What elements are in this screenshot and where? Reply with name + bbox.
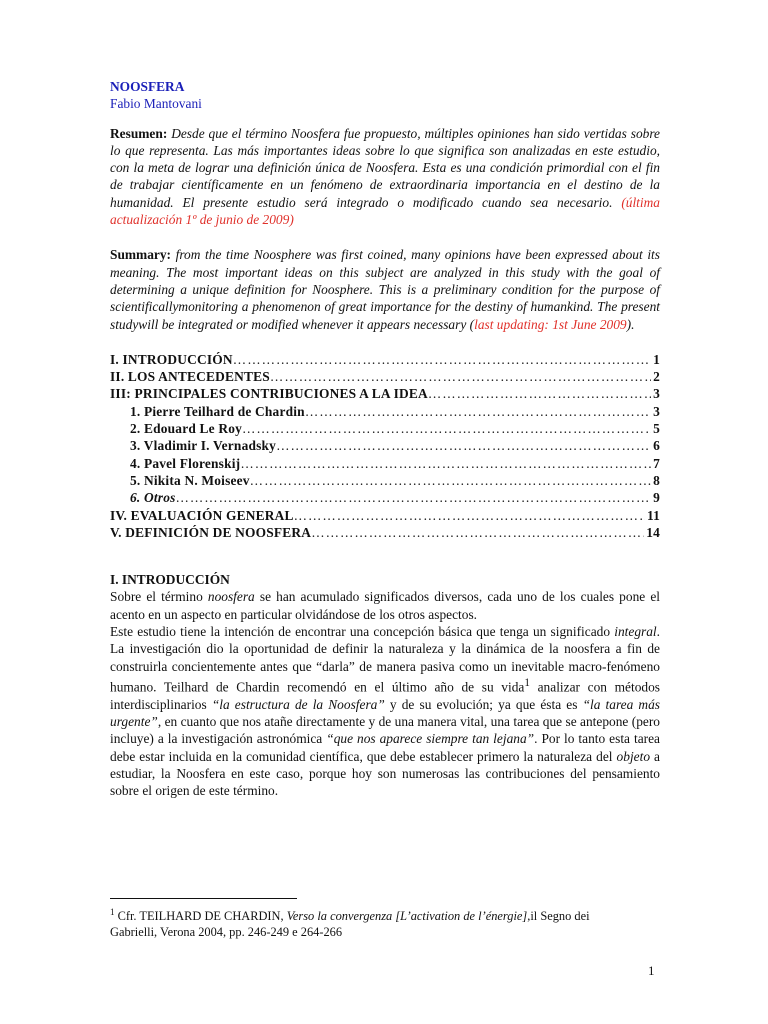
page-content	[110, 78, 660, 799]
footnote-reference[interactable]: 1	[524, 676, 530, 689]
text-run: . Por lo tanto esta tarea debe estar incluida en la comunidad científica, que debe establecer primero la naturaleza del	[110, 731, 660, 764]
section-heading: I. INTRODUCCIÓN	[110, 572, 230, 588]
toc-page: 1	[653, 351, 660, 367]
toc-page: 11	[646, 507, 660, 523]
toc-row[interactable]	[110, 524, 660, 541]
toc-leader	[242, 420, 651, 437]
summary-open-paren: (	[469, 316, 475, 332]
text-run: integral	[614, 624, 657, 640]
text-run: se han acumulado significados diversos, cada uno de los cuales pone el acento en un aspecto en particular olvidándose de los otros aspectos.	[110, 589, 660, 622]
table-of-contents	[110, 351, 660, 541]
toc-row[interactable]	[110, 472, 660, 489]
resumen-update: (última actualización 1º de junio de 2009)	[110, 194, 660, 228]
toc-row[interactable]	[110, 489, 660, 506]
introduction-body	[110, 588, 660, 799]
toc-label: I. INTRODUCCIÓN	[110, 351, 233, 367]
text-run: objeto	[616, 748, 651, 764]
summary-text: from the time Noosphere was first coined, many opinions have been expressed about its meaning. The most important ideas on this subject are analyzed in this study with the goal of determining a unique definition for Noosphere. This is a preliminary condition for the purpose of scientificallymonitoring a phenomenon of great importance for the destiny of humankind. The present studywill be integrated or modified whenever it appears necessary	[110, 247, 660, 332]
toc-leader	[311, 524, 644, 541]
toc-row[interactable]	[110, 420, 660, 437]
toc-leader	[428, 385, 651, 402]
intro-paragraph-2	[110, 623, 660, 799]
toc-leader	[250, 472, 651, 489]
toc-page: 14	[646, 524, 660, 540]
toc-page: 2	[653, 369, 660, 385]
footnote-text: Cfr. TEILHARD DE CHARDIN,	[114, 909, 287, 924]
toc-label: 3. Vladimir I. Vernadsky	[130, 438, 277, 454]
text-run: Este estudio tiene la intención de encontrar una concepción básica que tenga un significado	[110, 624, 615, 640]
summary-paragraph	[110, 246, 660, 332]
resumen-text: Desde que el término Noosfera fue propuesto, múltiples opiniones han sido vertidas sobre lo que representa. Las más importantes ideas sobre lo que significa son analizadas en este estudio, con la meta de lograr una definición única de Noosfera. Esta es una condición primordial con el fin de trabajar científicamente en un fenómeno de extraordinaria importancia en el destino de la humanidad. El presente estudio será integrado o modificado cuando sea necesario.	[110, 125, 660, 210]
page-number: 1	[648, 963, 655, 978]
toc-page: 5	[653, 421, 660, 437]
toc-row[interactable]	[110, 507, 660, 524]
toc-label: 6. Otros	[130, 490, 176, 506]
text-run: y de su evolución; ya que ésta es	[384, 696, 583, 712]
toc-page: 7	[653, 455, 660, 471]
resumen-label: Resumen:	[110, 125, 168, 141]
toc-page: 9	[653, 490, 660, 506]
text-run: . La investigación dio la oportunidad de definir la naturaleza y la dinámica de la noosfera a fin de construirla concientemente antes que “darla” de manera pasiva como un inevitable macro-fenómeno humano. Teilhard de Chardin recomendó en el último año de su vida	[110, 624, 660, 695]
toc-leader	[294, 507, 645, 524]
resumen-paragraph	[110, 125, 660, 229]
toc-leader	[233, 351, 651, 368]
toc-page: 3	[653, 403, 660, 419]
toc-row[interactable]	[110, 385, 660, 402]
toc-leader	[270, 368, 651, 385]
toc-label: 5. Nikita N. Moiseev	[130, 472, 250, 488]
text-run: analizar con métodos interdisciplinarios	[110, 679, 661, 712]
footnote-separator	[110, 898, 297, 899]
toc-page: 3	[653, 386, 660, 402]
toc-label: V. DEFINICIÓN DE NOOSFERA	[110, 524, 312, 540]
footnote-number: 1	[110, 907, 115, 917]
toc-row[interactable]	[110, 351, 660, 368]
toc-row[interactable]	[110, 455, 660, 472]
footnote-title: Verso la convergenza [L’activation de l’énergie]	[286, 909, 528, 924]
summary-update: last updating: 1st June 2009	[474, 316, 627, 332]
toc-leader	[240, 455, 651, 472]
toc-label: 2. Edouard Le Roy	[130, 421, 243, 437]
footnote	[110, 904, 630, 940]
toc-leader	[176, 489, 652, 506]
text-run: “que nos aparece siempre tan lejana”	[326, 731, 535, 747]
toc-row[interactable]	[110, 403, 660, 420]
toc-row[interactable]	[110, 368, 660, 385]
toc-label: 1. Pierre Teilhard de Chardin	[130, 403, 305, 419]
text-run: Sobre el término	[110, 589, 208, 605]
toc-leader	[305, 403, 651, 420]
toc-label: 4. Pavel Florenskij	[130, 455, 241, 471]
toc-page: 8	[653, 472, 660, 488]
toc-label: III: PRINCIPALES CONTRIBUCIONES A LA IDEA	[110, 386, 428, 402]
text-run: , en cuanto que nos atañe directamente y de una manera vital, una tarea que se antepone (pero incluye) a la investigación astronómica	[110, 713, 660, 747]
document-title: NOOSFERA	[110, 79, 185, 94]
toc-label: II. LOS ANTECEDENTES	[110, 369, 270, 385]
intro-paragraph-1	[110, 588, 660, 623]
summary-label: Summary:	[110, 247, 171, 263]
text-run: noosfera	[207, 589, 255, 605]
toc-row[interactable]	[110, 437, 660, 454]
text-run: “la tarea más urgente”	[110, 696, 661, 729]
text-run: a estudiar, la Noosfera en este caso, porque hoy son numerosas las contribuciones del pensamiento sobre el origen de este término.	[110, 748, 660, 799]
author-name: Fabio Mantovani	[110, 96, 202, 112]
summary-close-paren: ).	[626, 316, 635, 332]
text-run: “la estructura de la Noosfera”	[211, 696, 385, 712]
footnote-text: ,il Segno dei Gabrielli, Verona 2004, pp. 246-249 e 264-266	[110, 909, 590, 940]
toc-page: 6	[653, 438, 660, 454]
toc-leader	[276, 437, 651, 454]
toc-label: IV. EVALUACIÓN GENERAL	[110, 507, 294, 523]
